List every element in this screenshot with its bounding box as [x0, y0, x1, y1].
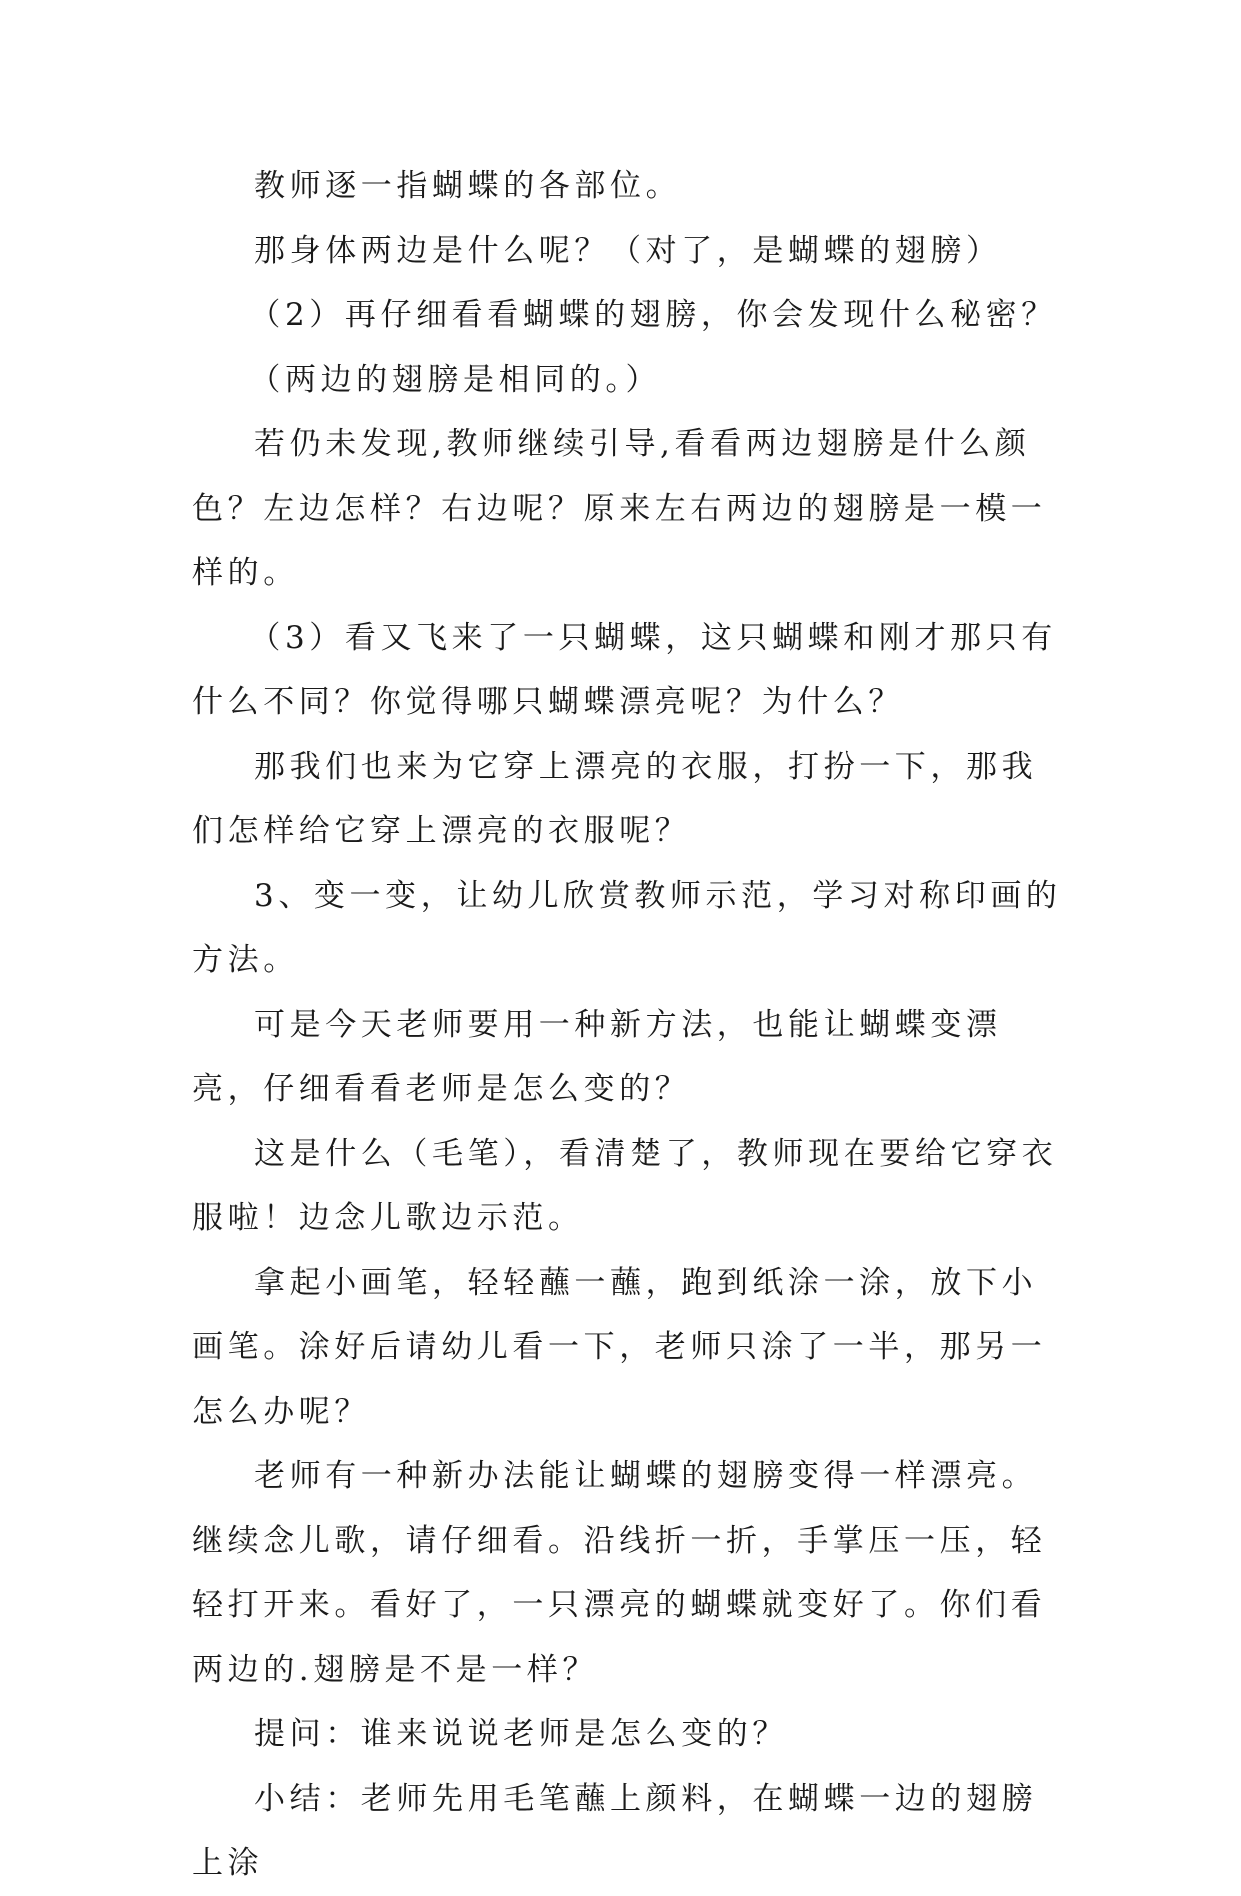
paragraph: 这是什么（毛笔），看清楚了，教师现在要给它穿衣服啦！边念儿歌边示范。 — [192, 1135, 1058, 1236]
paragraph: 老师有一种新办法能让蝴蝶的翅膀变得一样漂亮。继续念儿歌，请仔细看。沿线折一折，手掌压一压，轻轻打开来。看好了，一只漂亮的蝴蝶就变好了。你们看两边的.翅膀是不是一样？ — [192, 1458, 1047, 1688]
document-body — [192, 154, 1072, 1896]
paragraph: 小结：老师先用毛笔蘸上颜料，在蝴蝶一边的翅膀上涂 — [192, 1780, 1038, 1881]
paragraph: 提问：谁来说说老师是怎么变的？ — [254, 1716, 788, 1752]
paragraph: 拿起小画笔，轻轻蘸一蘸，跑到纸涂一涂，放下小画笔。涂好后请幼儿看一下，老师只涂了一半，那另一怎么办呢？ — [192, 1264, 1047, 1430]
paragraph: 那身体两边是什么呢？（对了，是蝴蝶的翅膀） — [254, 232, 1002, 269]
paragraph: （两边的翅膀是相同的。） — [249, 361, 662, 398]
paragraph: （2）再仔细看看蝴蝶的翅膀，你会发现什么秘密？ — [249, 297, 1057, 333]
paragraph: 若仍未发现,教师继续引导,看看两边翅膀是什么颜色？左边怎样？右边呢？原来左右两边的翅膀是一模一样的。 — [192, 426, 1047, 591]
paragraph: 那我们也来为它穿上漂亮的衣服，打扮一下，那我们怎样给它穿上漂亮的衣服呢？ — [192, 748, 1038, 849]
paragraph: 教师逐一指蝴蝶的各部位。 — [254, 168, 682, 204]
paragraph: 可是今天老师要用一种新方法，也能让蝴蝶变漂亮，仔细看看老师是怎么变的？ — [192, 1006, 1002, 1107]
paragraph: （3）看又飞来了一只蝴蝶，这只蝴蝶和刚才那只有什么不同？你觉得哪只蝴蝶漂亮呢？为什么？ — [192, 619, 1057, 720]
paragraph: 3、变一变，让幼儿欣赏教师示范，学习对称印画的方法。 — [192, 877, 1062, 978]
